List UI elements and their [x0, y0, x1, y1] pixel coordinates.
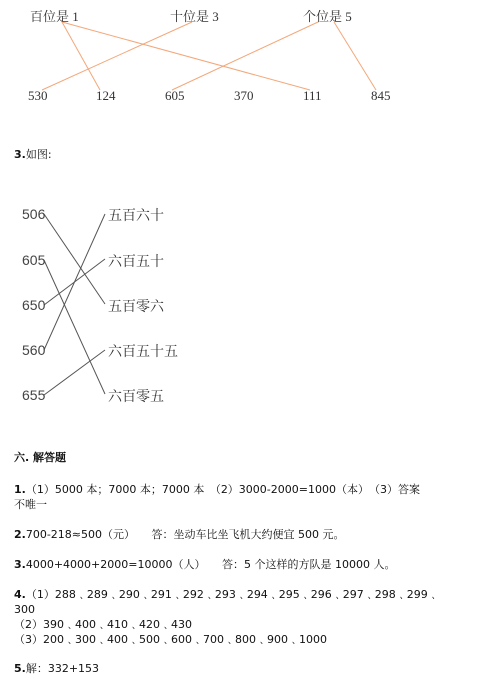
top-label: 十位是 3 [170, 9, 219, 24]
left-number: 605 [22, 252, 46, 268]
bottom-label: 370 [234, 88, 254, 103]
bottom-label: 124 [96, 88, 116, 103]
answer-number: 1. [14, 483, 26, 496]
left-number: 560 [22, 342, 46, 358]
right-word: 六百五十 [108, 254, 164, 270]
answer-number: 2. [14, 528, 26, 541]
bottom-label: 111 [303, 88, 322, 103]
match-line [44, 260, 105, 394]
answer-number: 4. [14, 588, 26, 601]
bottom-label: 845 [371, 88, 391, 103]
match-line [334, 22, 376, 90]
match-line [44, 350, 105, 395]
answer-4-line2: 300 [14, 603, 35, 616]
answer-1-line1 [14, 482, 420, 497]
match-line [42, 22, 192, 90]
answer-number: 3. [14, 558, 26, 571]
answer-5 [14, 661, 99, 676]
bottom-label: 530 [28, 88, 48, 103]
question-title: 如图: [25, 148, 52, 161]
right-word: 五百六十 [108, 208, 164, 224]
match-line [62, 22, 100, 90]
left-number: 506 [22, 206, 46, 222]
top-label: 个位是 5 [303, 9, 352, 24]
answer-number: 5. [14, 662, 26, 675]
right-word: 五百零六 [108, 299, 164, 315]
top-label: 百位是 1 [30, 9, 79, 24]
answer-2 [14, 527, 345, 542]
question-number: 3. [14, 148, 26, 161]
answer-text: 4000+4000+2000=10000（人） 答：5 个这样的方队是 10000 人。 [25, 558, 396, 571]
section-title: 六. 解答题 [14, 451, 67, 464]
answer-4-line4: （3）200﹑300﹑400﹑500﹑600﹑700﹑800﹑900﹑1000 [14, 633, 327, 646]
match-line [62, 22, 310, 90]
answer-4-line3: （2）390﹑400﹑410﹑420﹑430 [14, 618, 192, 631]
right-word: 六百零五 [108, 389, 164, 405]
answer-text: 解：332+153 [25, 662, 100, 675]
answer-text: 700-218≈500（元） 答：坐动车比坐飞机大约便宜 500 元。 [25, 528, 345, 541]
question-heading [14, 147, 52, 162]
match-line [44, 214, 105, 304]
bottom-label: 605 [165, 88, 185, 103]
answer-text: （1）288﹑289﹑290﹑291﹑292﹑293﹑294﹑295﹑296﹑297﹑298﹑299﹑ [25, 588, 439, 601]
left-number: 650 [22, 297, 46, 313]
match-line [172, 22, 318, 90]
right-word: 六百五十五 [108, 344, 178, 360]
answer-1-line2: 不唯一 [14, 498, 47, 511]
answer-4-line1 [14, 587, 439, 602]
match-line [44, 214, 105, 350]
answer-3 [14, 557, 395, 572]
answer-text: （1）5000 本；7000 本；7000 本 （2）3000-2000=1000（本） （3）答案 [25, 483, 420, 496]
left-number: 655 [22, 387, 46, 403]
